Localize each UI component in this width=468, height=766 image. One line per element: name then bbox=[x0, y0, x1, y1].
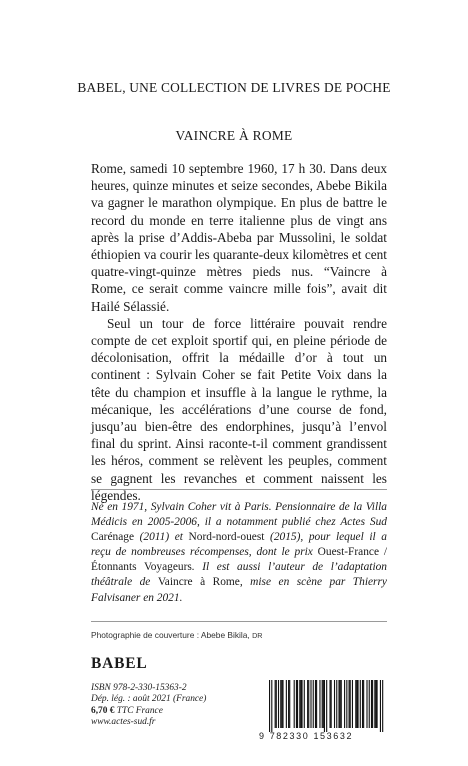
barcode-bar bbox=[360, 680, 361, 728]
photo-credit-rights: DR bbox=[252, 631, 263, 640]
barcode-bar bbox=[357, 680, 358, 728]
barcode-bar bbox=[301, 680, 302, 728]
bio-text: (2011) et bbox=[134, 531, 189, 544]
barcode-bar bbox=[315, 680, 316, 728]
barcode-bar bbox=[323, 680, 324, 728]
barcode-bar bbox=[349, 680, 350, 728]
barcode-bar bbox=[307, 680, 308, 728]
barcode-bar bbox=[334, 680, 335, 728]
barcode-bar bbox=[269, 680, 270, 732]
price-note: TTC France bbox=[114, 705, 163, 716]
barcode-bar bbox=[346, 680, 347, 728]
barcode-bar bbox=[276, 680, 277, 728]
legal-deposit: Dép. lég. : août 2021 (France) bbox=[91, 694, 207, 705]
barcode-bar bbox=[341, 680, 342, 728]
blurb-paragraph-2: Seul un tour de force littéraire pouvait rendre compte de cet exploit sportif qui, en pleine période de décolonisation, offrit la médaille d’or à tout un continent : Sylvain Coher se fait Petite Voix dans la tête du champion et insuffle à la langue le rythme, la mécanique, les accélérations d’une course de fond, jusqu’au bien-être des endorphines, jusqu’à l’envol final du sprint. Ainsi raconte-t-il comment grandissent les héros, comment se relèvent les peuples, comment se gagnent les revanches et comment naissent les légendes. bbox=[91, 315, 387, 503]
barcode-bar bbox=[362, 680, 363, 728]
barcode-bar bbox=[294, 680, 295, 728]
isbn-barcode bbox=[259, 680, 387, 742]
publisher-logo: BABEL bbox=[91, 655, 148, 672]
barcode-bar bbox=[310, 680, 311, 728]
barcode-bar bbox=[275, 680, 276, 728]
barcode-bar bbox=[366, 680, 367, 728]
barcode-bar bbox=[356, 680, 357, 728]
barcode-bar bbox=[369, 680, 370, 728]
barcode-bar bbox=[313, 680, 314, 728]
barcode-bar bbox=[316, 680, 317, 728]
barcode-bar bbox=[289, 680, 290, 728]
barcode-bar bbox=[296, 680, 297, 728]
barcode-bar bbox=[371, 680, 372, 728]
author-bio bbox=[91, 500, 387, 606]
barcode-bar bbox=[363, 680, 364, 728]
publication-info bbox=[91, 683, 206, 729]
barcode-bars-icon bbox=[259, 680, 387, 732]
barcode-bar bbox=[282, 680, 283, 728]
barcode-bar bbox=[340, 680, 341, 728]
barcode-bar bbox=[280, 680, 281, 728]
barcode-bar bbox=[304, 680, 305, 728]
barcode-bar bbox=[278, 680, 279, 728]
bio-prize-name: Ouest-France / Étonnants Voyageurs bbox=[91, 546, 387, 574]
barcode-bar bbox=[271, 680, 272, 732]
barcode-digits: 9 782330 153632 bbox=[259, 731, 354, 741]
divider-top bbox=[91, 489, 387, 490]
bio-book-title: Vaincre à Rome bbox=[157, 576, 240, 589]
price: 6,70 € bbox=[91, 705, 115, 716]
barcode-bar bbox=[372, 680, 373, 728]
barcode-bar bbox=[352, 680, 353, 728]
barcode-bar bbox=[329, 680, 330, 728]
barcode-bar bbox=[380, 680, 381, 732]
bio-text: . Il est aussi l’auteur de l’adaptation théâtrale de bbox=[91, 561, 388, 589]
blurb-paragraph-1: Rome, samedi 10 septembre 1960, 17 h 30. Dans deux heures, quinze minutes et seize secondes, Abebe Bikila va gagner le marathon olympique. En plus de battre le record du monde en terre italienne plus de vingt ans après la prise d’Addis-Abeba par Mussolini, le soldat éthiopien va courir les quarante-deux kilomètres et cent quatre-vingt-quinze mètres pieds nus. “Vaincre à Rome, ce serait comme vaincre mille fois”, avait dit Hailé Sélassié. bbox=[91, 161, 387, 314]
bio-book-title: Carénage bbox=[91, 531, 135, 544]
barcode-bar bbox=[308, 680, 309, 728]
barcode-bar bbox=[355, 680, 356, 728]
barcode-bar bbox=[299, 680, 300, 728]
isbn: ISBN 978-2-330-15363-2 bbox=[91, 683, 187, 693]
blurb bbox=[91, 160, 387, 504]
barcode-bar bbox=[322, 680, 323, 728]
barcode-bar bbox=[344, 680, 345, 728]
barcode-bar bbox=[326, 680, 327, 732]
barcode-bar bbox=[319, 680, 320, 728]
barcode-bar bbox=[300, 680, 301, 728]
barcode-bar bbox=[338, 680, 339, 728]
barcode-bar bbox=[297, 680, 298, 728]
photo-credit bbox=[91, 630, 387, 640]
bio-book-title: Nord-nord-ouest bbox=[188, 531, 265, 544]
bio-text: , mise en scène par Thierry Falvisaner en 2021. bbox=[91, 576, 387, 604]
photo-credit-text: Photographie de couverture : Abebe Bikila, bbox=[91, 630, 253, 640]
price-line bbox=[91, 706, 206, 717]
barcode-bar bbox=[377, 680, 378, 728]
barcode-bar bbox=[350, 680, 351, 728]
barcode-bar bbox=[286, 680, 287, 728]
website: www.actes-sud.fr bbox=[91, 717, 156, 728]
barcode-bar bbox=[281, 680, 282, 728]
divider-bottom bbox=[91, 621, 387, 622]
barcode-bar bbox=[288, 680, 289, 728]
book-title: VAINCRE À ROME bbox=[175, 128, 293, 143]
barcode-bar bbox=[336, 680, 337, 728]
barcode-bar bbox=[382, 680, 383, 732]
barcode-bar bbox=[324, 680, 325, 732]
barcode-bar bbox=[374, 680, 375, 728]
bio-text: Né en 1971, Sylvain Coher vit à Paris. Pensionnaire de la Villa Médicis en 2005-2006, il a notamment publié chez Actes Sud bbox=[91, 501, 387, 529]
barcode-bar bbox=[331, 680, 332, 728]
barcode-bar bbox=[375, 680, 376, 728]
series-heading: BABEL, UNE COLLECTION DE LIVRES DE POCHE bbox=[77, 80, 391, 95]
bio-text: (2015), pour lequel il a reçu de nombreuses récompenses, dont le prix bbox=[91, 531, 387, 559]
